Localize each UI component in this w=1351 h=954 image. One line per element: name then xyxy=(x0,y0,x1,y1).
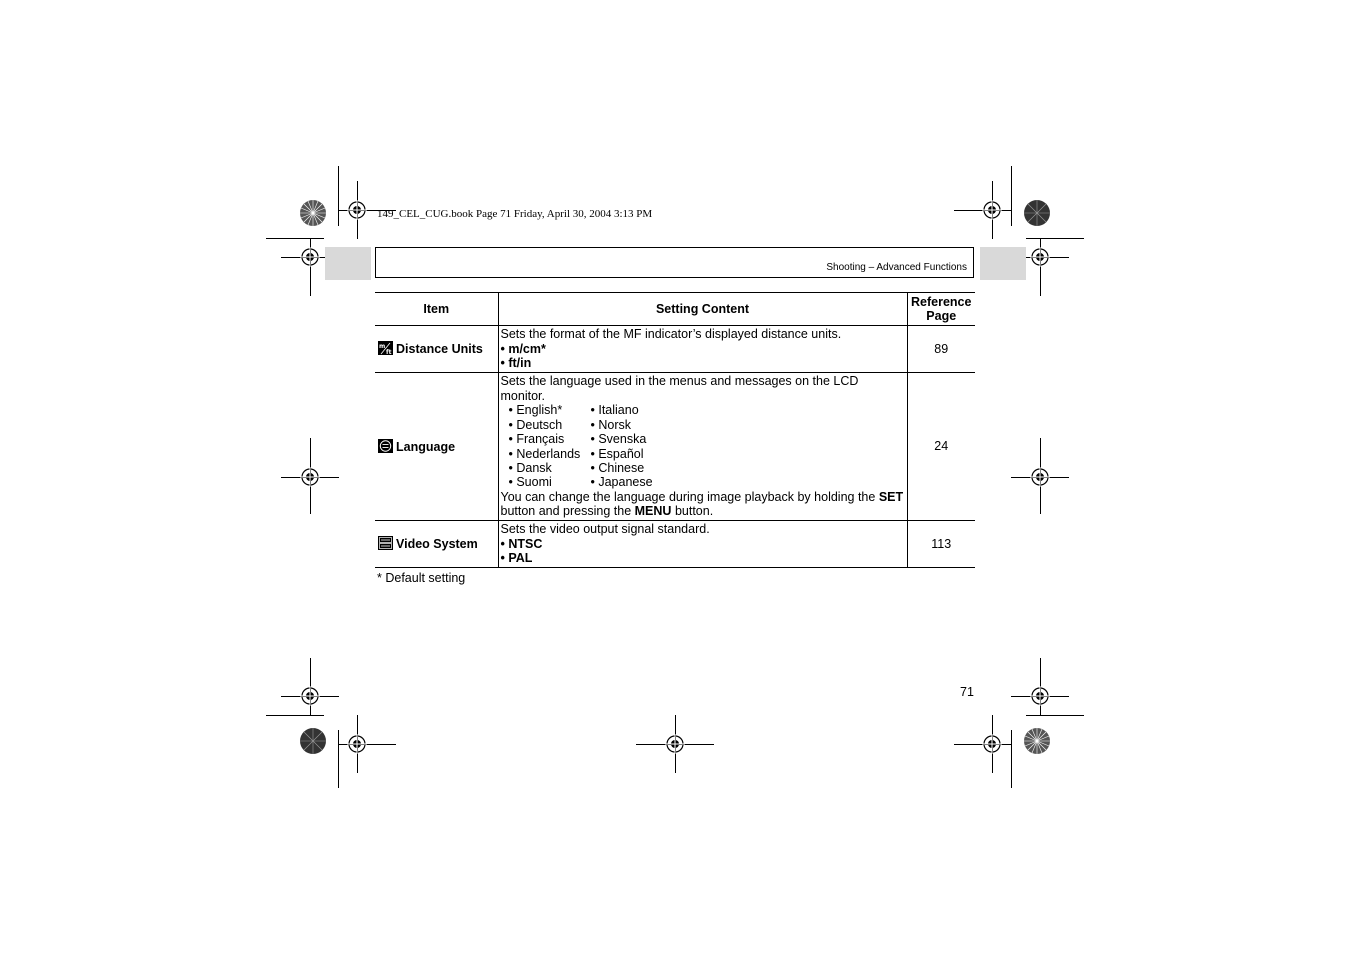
chapter-tab-left xyxy=(325,247,371,280)
reference-label-line2: Page xyxy=(926,309,957,323)
column-header-content: Setting Content xyxy=(498,293,907,326)
language-option: • Svenska xyxy=(590,432,647,447)
crop-mark xyxy=(1026,238,1084,239)
content-cell xyxy=(498,326,907,373)
set-button-ref: SET xyxy=(878,489,904,504)
crop-mark xyxy=(266,238,324,239)
language-list xyxy=(501,403,905,489)
language-option: • Italiano xyxy=(590,403,639,418)
item-label: Language xyxy=(396,439,456,454)
table-row xyxy=(375,521,975,568)
note-text: button. xyxy=(674,504,714,519)
item-cell xyxy=(375,521,498,568)
starburst-mark-icon xyxy=(299,727,327,755)
language-option: • Español xyxy=(590,446,644,461)
language-option: • Nederlands xyxy=(508,446,581,461)
language-option: • Suomi xyxy=(508,475,552,490)
registration-target-icon xyxy=(347,200,367,220)
item-label: Video System xyxy=(396,537,478,552)
note-text: button and pressing the xyxy=(500,504,632,519)
setting-description: Sets the video output signal standard. xyxy=(500,522,710,537)
settings-table xyxy=(375,292,975,568)
print-slug: 149_CEL_CUG.book Page 71 Friday, April 30, 2004 3:13 PM xyxy=(377,208,653,220)
registration-target-icon xyxy=(300,686,320,706)
column-header-reference xyxy=(907,293,975,326)
language-option: • Japanese xyxy=(590,475,653,490)
reference-label-line1: Reference xyxy=(911,294,972,309)
crop-mark xyxy=(1011,166,1012,226)
section-title: Shooting – Advanced Functions xyxy=(826,262,967,273)
registration-target-icon xyxy=(1030,467,1050,487)
registration-target-icon xyxy=(982,734,1002,754)
crop-mark xyxy=(338,166,339,226)
page-number: 71 xyxy=(960,685,974,699)
column-header-item: Item xyxy=(375,293,498,326)
registration-target-icon xyxy=(347,734,367,754)
note-text: You can change the language during image playback by holding the xyxy=(500,489,876,504)
crop-mark xyxy=(1011,730,1012,788)
option-item: • PAL xyxy=(500,551,533,566)
menu-button-ref: MENU xyxy=(634,504,672,519)
item-cell xyxy=(375,373,498,521)
registration-target-icon xyxy=(982,200,1002,220)
registration-target-icon xyxy=(300,247,320,267)
table-row xyxy=(375,373,975,521)
option-item: • ft/in xyxy=(500,356,532,371)
item-cell xyxy=(375,326,498,373)
svg-text:ft: ft xyxy=(386,349,392,356)
registration-target-icon xyxy=(1030,247,1050,267)
language-note xyxy=(501,490,905,519)
crop-mark xyxy=(266,715,324,716)
item-label: Distance Units xyxy=(396,342,483,357)
language-option: • English* xyxy=(508,403,563,418)
content-cell xyxy=(498,373,907,521)
chapter-tab-right xyxy=(980,247,1026,280)
option-item: • NTSC xyxy=(500,536,543,551)
registration-target-icon xyxy=(1030,686,1050,706)
setting-description: Sets the language used in the menus and messages on the LCD monitor. xyxy=(500,374,859,403)
language-option: • Norsk xyxy=(590,417,631,432)
table-row xyxy=(375,326,975,373)
language-option: • Dansk xyxy=(508,460,552,475)
language-icon xyxy=(378,439,393,453)
running-header xyxy=(375,247,974,278)
setting-description: Sets the format of the MF indicator’s displayed distance units. xyxy=(500,327,842,342)
video-system-icon xyxy=(378,536,393,550)
crop-mark xyxy=(338,730,339,788)
starburst-mark-icon xyxy=(1023,199,1051,227)
registration-target-icon xyxy=(300,467,320,487)
registration-target-icon xyxy=(665,734,685,754)
language-option: • Deutsch xyxy=(508,417,563,432)
reference-page: 24 xyxy=(907,373,975,521)
language-option: • Chinese xyxy=(590,460,645,475)
starburst-mark-icon xyxy=(299,199,327,227)
crop-mark xyxy=(1026,715,1084,716)
footnote: * Default setting xyxy=(377,571,466,585)
reference-page: 113 xyxy=(907,521,975,568)
content-cell xyxy=(498,521,907,568)
distance-units-icon xyxy=(378,341,393,355)
table-header-row xyxy=(375,293,975,326)
language-option: • Français xyxy=(508,432,565,447)
reference-page: 89 xyxy=(907,326,975,373)
starburst-mark-icon xyxy=(1023,727,1051,755)
svg-text:m: m xyxy=(379,343,386,351)
option-item: • m/cm* xyxy=(500,341,546,356)
